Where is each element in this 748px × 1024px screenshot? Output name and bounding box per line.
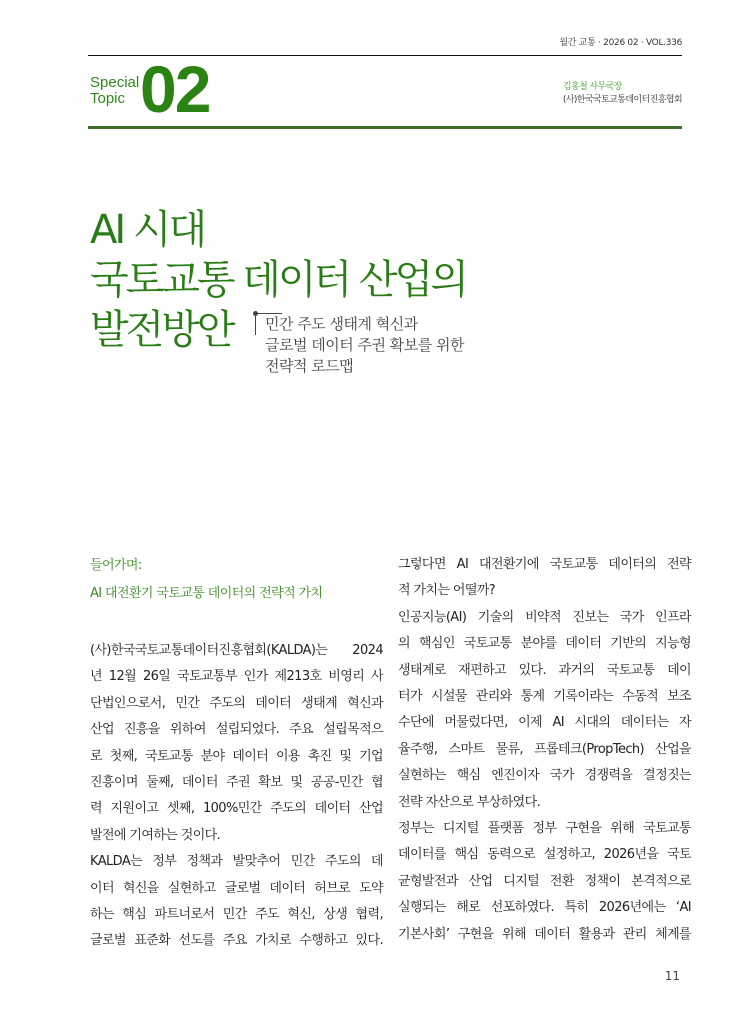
text-line: 년 12월 26일 국토교통부 인가 제213호 비영리 사 [90,669,383,685]
text-line: 적 가치는 어떨까? [398,583,496,599]
issue-meta: 월간 교통 · 2026 02 · VOL.336 [559,38,682,48]
subtitle-marker-stem [255,313,256,335]
paragraph [398,552,691,605]
text-line: (사)한국국토교통데이터진흥협회(KALDA)는 2024 [90,643,383,658]
article-subtitle [265,314,525,377]
text-line: 인공지능(AI) 기술의 비약적 진보는 국가 인프라 [398,609,691,625]
topic-number: 02 [140,52,210,126]
text-line: 정부는 디지털 플랫폼 정부 구현을 위해 국토교통 [398,821,691,837]
subtitle-marker-dot-icon [253,311,258,316]
text-line: 터가 시설물 관리와 통계 기록이라는 수동적 보조 [398,689,691,705]
header-green-divider [88,126,682,129]
text-line: 력 지원이고 셋째, 100%민간 주도의 데이터 산업 [90,801,383,817]
topic-label: Topic [90,90,126,107]
text-line: 의 핵심인 국토교통 분야를 데이터 기반의 지능형 [398,636,691,652]
paragraph [90,638,383,849]
text-line: 발전에 기여하는 것이다. [90,827,221,843]
intro-subheading: AI 대전환기 국토교통 데이터의 전략적 가치 [90,586,323,601]
spacer [90,608,383,638]
subtitle-line-2: 글로벌 데이터 주권 확보를 위한 [265,336,464,354]
text-line: 하는 핵심 파트너로서 민간 주도 혁신, 상생 협력, [90,907,383,923]
text-line: 수단에 머물렀다면, 이제 AI 시대의 데이터는 자 [398,715,691,731]
intro-heading-block [90,552,383,608]
text-line: 데이터를 핵심 동력으로 설정하고, 2026년을 국토 [398,847,691,863]
text-line: 산업 진흥을 위하여 설립되었다. 주요 설립목적으 [90,722,383,738]
subtitle-line-1: 민간 주도 생태계 혁신과 [265,315,418,333]
right-column [398,552,691,948]
text-line: 그렇다면 AI 대전환기에 국토교통 데이터의 전략 [398,557,691,572]
paragraph [90,849,383,955]
text-line: KALDA는 정부 정책과 발맞추어 민간 주도의 데 [90,854,383,870]
paragraph [398,605,691,816]
special-topic-label [90,75,139,107]
author-block [563,81,682,107]
special-label: Special [90,74,140,91]
text-line: 단법인으로서, 민간 주도의 데이터 생태계 혁신과 [90,695,383,711]
author-name: 김홍철 사무국장 [562,82,622,92]
text-line: 진흥이며 둘째, 데이터 주권 확보 및 공공-민간 협 [90,775,383,791]
text-line: 율주행, 스마트 물류, 프롭테크(PropTech) 산업을 [398,741,691,757]
subtitle-line-3: 전략적 로드맵 [265,357,354,375]
text-line: 생태계로 재편하고 있다. 과거의 국토교통 데이 [398,662,691,678]
text-line: 이터 혁신을 실현하고 글로벌 데이터 허브로 도약 [90,880,383,896]
page-number: 11 [664,969,680,983]
text-line: 글로벌 표준화 선도를 주요 가치로 수행하고 있다. [90,933,383,949]
text-line: 실행되는 해로 선포하였다. 특히 2026년에는 ‘AI [398,900,691,916]
left-column [90,552,383,955]
text-line: 기본사회’ 구현을 위해 데이터 활용과 관리 체계를 [398,926,691,942]
intro-heading: 들어가며: [90,558,142,573]
text-line: 로 첫째, 국토교통 분야 데이터 이용 촉진 및 기업 [90,748,383,764]
text-line: 전략 자산으로 부상하였다. [398,794,541,810]
title-line-3: 발전방안 [90,307,233,353]
text-line: 균형발전과 산업 디지털 전환 정책이 본격적으로 [398,873,691,889]
title-line-2: 국토교통 데이터 산업의 [90,257,466,303]
paragraph [398,816,691,948]
title-line-1: AI 시대 [90,207,205,253]
text-line: 실현하는 핵심 엔진이자 국가 경쟁력을 결정짓는 [398,768,691,784]
author-organization: (사)한국국토교통데이터진흥협회 [562,95,682,105]
